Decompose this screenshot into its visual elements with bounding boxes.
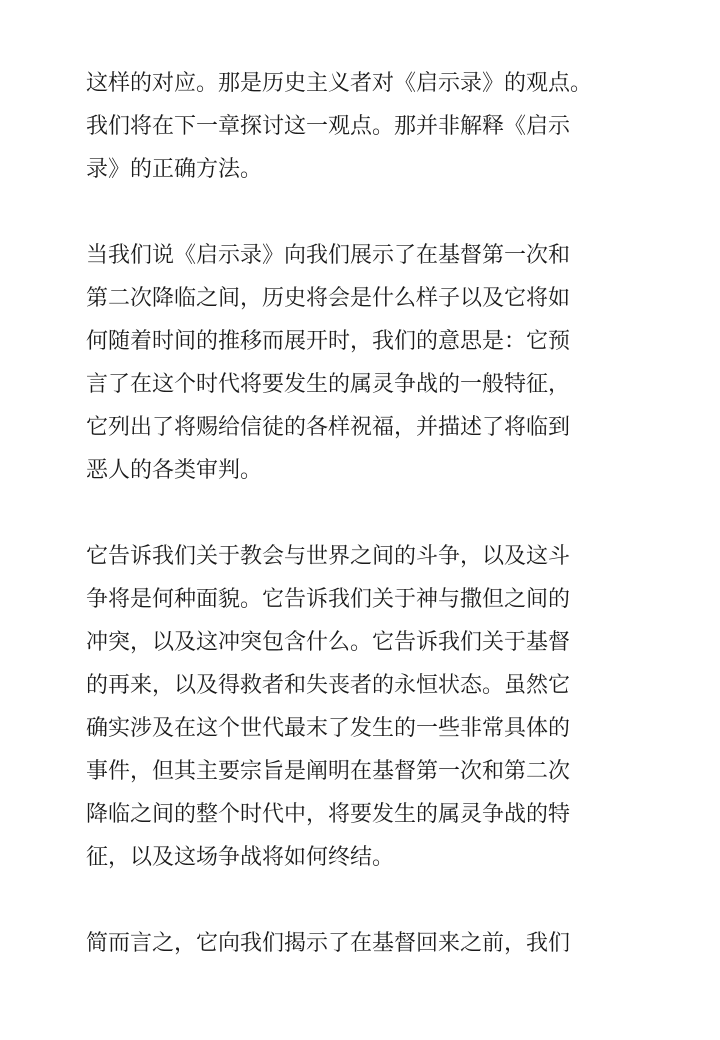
text-line: 它告诉我们关于教会与世界之间的斗争，以及这斗: [86, 544, 571, 569]
text-line: 征，以及这场争战将如何终结。: [86, 845, 395, 870]
text-line: 当我们说《启示录》向我们展示了在基督第一次和: [86, 243, 571, 268]
text-line: 冲突，以及这冲突包含什么。它告诉我们关于基督: [86, 630, 571, 655]
text-line: 这样的对应。那是历史主义者对《启示录》的观点。: [86, 71, 593, 96]
text-line: 言了在这个时代将要发生的属灵争战的一般特征，: [86, 372, 571, 397]
paragraph-3: [86, 535, 646, 879]
text-line: 降临之间的整个时代中，将要发生的属灵争战的特: [86, 802, 571, 827]
text-line: 恶人的各类审判。: [86, 458, 263, 483]
paragraph-2: [86, 234, 646, 492]
text-line: 何随着时间的推移而展开时，我们的意思是：它预: [86, 329, 571, 354]
text-line: 第二次降临之间，历史将会是什么样子以及它将如: [86, 286, 571, 311]
text-line: 争将是何种面貌。它告诉我们关于神与撒但之间的: [86, 587, 571, 612]
text-line: 确实涉及在这个世代最末了发生的一些非常具体的: [86, 716, 571, 741]
text-line: 的再来，以及得救者和失丧者的永恒状态。虽然它: [86, 673, 571, 698]
text-line: 事件，但其主要宗旨是阐明在基督第一次和第二次: [86, 759, 571, 784]
text-line: 录》的正确方法。: [86, 157, 263, 182]
paragraph-1: [86, 62, 646, 191]
document-page: [86, 62, 646, 1008]
text-line: 它列出了将赐给信徒的各样祝福，并描述了将临到: [86, 415, 571, 440]
text-line: 简而言之，它向我们揭示了在基督回来之前，我们: [86, 931, 571, 956]
text-line: 我们将在下一章探讨这一观点。那并非解释《启示: [86, 114, 571, 139]
paragraph-4: [86, 922, 646, 965]
